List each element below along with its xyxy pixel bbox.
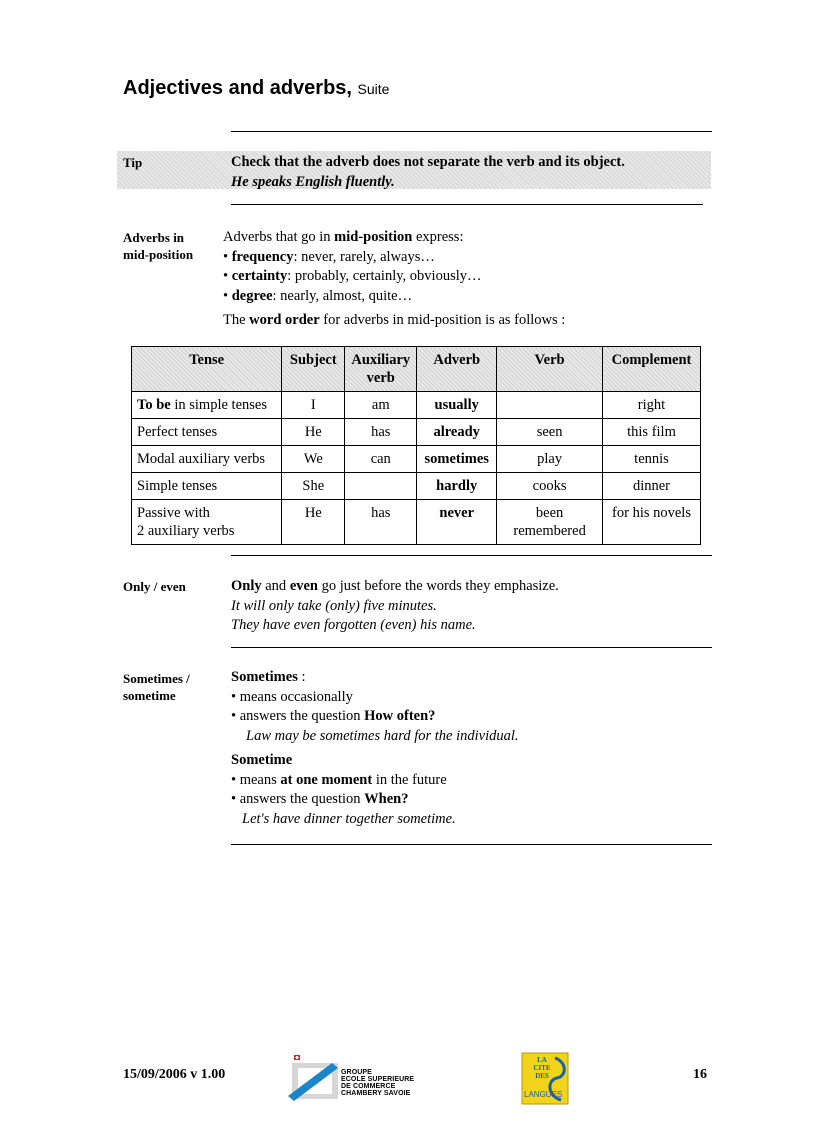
header-cell: Complement: [603, 347, 701, 392]
tip-example: He speaks English fluently.: [231, 173, 395, 190]
list-item: • degree: nearly, almost, quite…: [223, 287, 413, 304]
sometime-heading: Sometime: [231, 752, 293, 768]
list-item: • means occasionally: [231, 688, 353, 705]
complement-cell: for his novels: [603, 500, 701, 545]
example-line: Let's have dinner together sometime.: [242, 810, 456, 827]
auxiliary-cell: am: [345, 392, 417, 419]
midposition-intro: Adverbs that go in mid-position express:: [223, 229, 464, 245]
adverb-cell: sometimes: [417, 446, 497, 473]
complement-cell: tennis: [603, 446, 701, 473]
list-item: • means at one moment in the future: [231, 771, 447, 788]
verb-cell: [497, 392, 603, 419]
page-number: 16: [693, 1067, 707, 1082]
label-line: mid-position: [123, 247, 194, 262]
auxiliary-cell: can: [345, 446, 417, 473]
header-cell: Subject: [282, 347, 345, 392]
subject-cell: We: [282, 446, 345, 473]
table-row: [132, 446, 701, 473]
tip-line: Check that the adverb does not separate the verb and its object.: [231, 154, 625, 170]
word-order-intro: The word order for adverbs in mid-position is as follows :: [223, 312, 566, 328]
school-logo-text: GROUPE ECOLE SUPERIEURE DE COMMERCE CHAMBERY SAVOIE: [341, 1069, 415, 1097]
complement-cell: dinner: [603, 473, 701, 500]
cite-des-langues-logo-icon: LA CITE DES LANGUES: [521, 1052, 569, 1105]
divider: [231, 555, 712, 556]
divider: [231, 844, 712, 845]
sometimes-text: [231, 668, 519, 829]
auxiliary-cell: [345, 473, 417, 500]
subject-cell: He: [282, 500, 345, 545]
auxiliary-cell: has: [345, 500, 417, 545]
example-line: They have even forgotten (even) his name.: [231, 617, 476, 633]
table-row: [132, 392, 701, 419]
list-item: • answers the question How often?: [231, 708, 436, 724]
tense-cell: To be in simple tenses: [132, 392, 282, 419]
tense-cell: Simple tenses: [132, 473, 282, 500]
header-cell: Auxiliary verb: [345, 347, 417, 392]
table-row: [132, 473, 701, 500]
verb-cell: cooks: [497, 473, 603, 500]
footer-date-version: 15/09/2006 v 1.00: [123, 1067, 226, 1082]
complement-cell: right: [603, 392, 701, 419]
tense-cell: Perfect tenses: [132, 419, 282, 446]
adverb-cell: usually: [417, 392, 497, 419]
list-item: • certainty: probably, certainly, obviously…: [223, 268, 482, 284]
table-row: [132, 500, 701, 545]
label-line: sometime: [123, 688, 176, 703]
midposition-label: [123, 229, 193, 263]
only-even-text: [231, 577, 559, 636]
title-main: Adjectives and adverbs,: [123, 77, 352, 99]
label-line: Sometimes /: [123, 671, 190, 686]
divider: [231, 131, 712, 132]
example-line: It will only take (only) five minutes.: [231, 597, 437, 614]
table-row: [132, 419, 701, 446]
tense-cell: Modal auxiliary verbs: [132, 446, 282, 473]
example-line: Law may be sometimes hard for the individual.: [246, 727, 519, 744]
subject-cell: She: [282, 473, 345, 500]
sometimes-heading: Sometimes :: [231, 669, 306, 685]
midposition-text: [223, 228, 565, 331]
only-even-intro: Only and even go just before the words they emphasize.: [231, 578, 559, 594]
verb-cell: been remembered: [497, 500, 603, 545]
header-cell: Verb: [497, 347, 603, 392]
tip-text: [231, 153, 625, 192]
title-suite: Suite: [357, 81, 390, 97]
adverb-cell: hardly: [417, 473, 497, 500]
tense-cell: Passive with 2 auxiliary verbs: [132, 500, 282, 545]
word-order-table: [131, 346, 701, 545]
list-item: • answers the question When?: [231, 791, 409, 807]
label-line: Adverbs in: [123, 230, 185, 245]
list-item: • frequency: never, rarely, always…: [223, 248, 435, 265]
adverb-cell: never: [417, 500, 497, 545]
page-title: [123, 76, 389, 101]
sometimes-label: [123, 670, 190, 704]
complement-cell: this film: [603, 419, 701, 446]
adverb-cell: already: [417, 419, 497, 446]
verb-cell: seen: [497, 419, 603, 446]
divider: [231, 647, 712, 648]
divider: [231, 204, 703, 205]
tip-label: Tip: [123, 155, 143, 170]
table-header-row: [132, 347, 701, 392]
subject-cell: He: [282, 419, 345, 446]
subject-cell: I: [282, 392, 345, 419]
header-cell: Tense: [132, 347, 282, 392]
verb-cell: play: [497, 446, 603, 473]
school-logo-icon: [284, 1054, 340, 1102]
auxiliary-cell: has: [345, 419, 417, 446]
only-even-label: Only / even: [123, 579, 186, 594]
header-cell: Adverb: [417, 347, 497, 392]
